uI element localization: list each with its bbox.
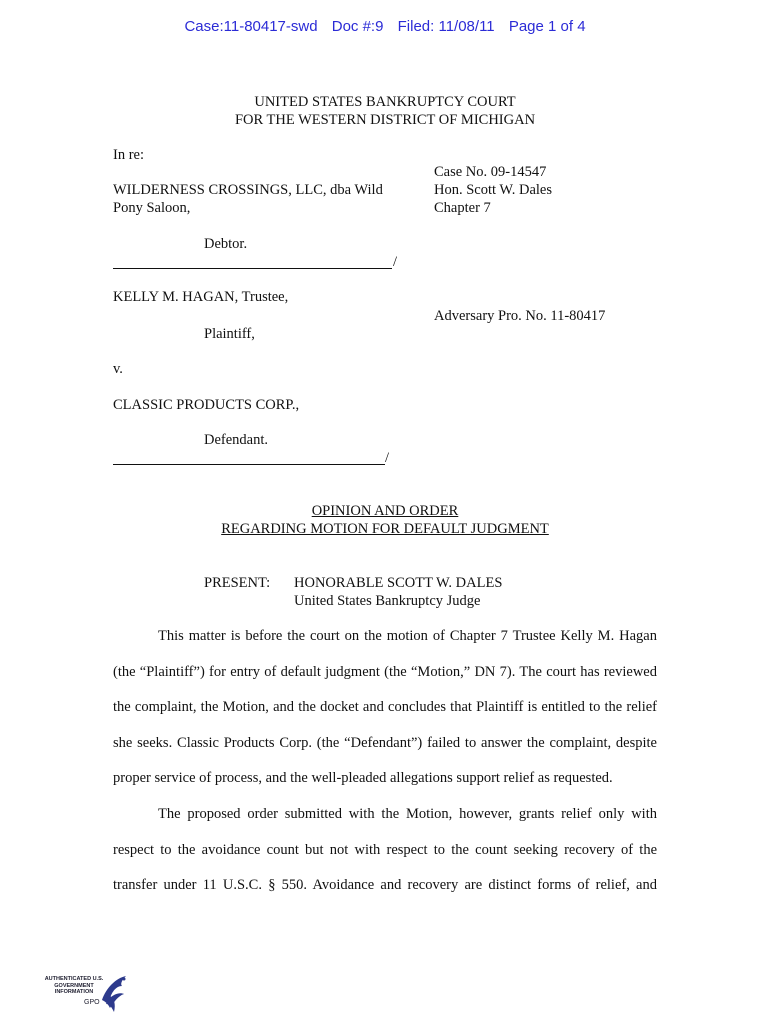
header-doc-number: Doc #:9: [331, 18, 384, 35]
gpo-seal-text: AUTHENTICATED U.S. GOVERNMENT INFORMATION: [44, 976, 104, 995]
filing-header: [0, 17, 770, 37]
paragraph-2: The proposed order submitted with the Motion, however, grants relief only with respect to the avoidance count but not with respect to the count seeking recovery of the transfer under 11 U.S.C. § 550. Avoidance and recovery are distinct forms of relief, and: [113, 805, 657, 894]
defendant-role: Defendant.: [204, 432, 269, 448]
caption-slash-1: /: [393, 254, 398, 270]
judge-title: United States Bankruptcy Judge: [294, 593, 481, 609]
plaintiff-role: Plaintiff,: [204, 326, 255, 342]
chapter: Chapter 7: [434, 200, 491, 216]
header-page-number: Page 1 of 4: [508, 18, 586, 35]
plaintiff-name: KELLY M. HAGAN, Trustee,: [113, 289, 289, 305]
case-number: Case No. 09-14547: [434, 164, 547, 180]
court-name-line1: UNITED STATES BANKRUPTCY COURT: [254, 94, 516, 110]
judge-name: Hon. Scott W. Dales: [434, 182, 553, 198]
opinion-title-line2: REGARDING MOTION FOR DEFAULT JUDGMENT: [221, 521, 549, 537]
paragraph-1: This matter is before the court on the motion of Chapter 7 Trustee Kelly M. Hagan (the “Plaintiff”) for entry of default judgment (the “Motion,” DN 7). The court has reviewed the complaint, the Motion, and the docket and concludes that Plaintiff is entitled to the relief she seeks. Classic Products Corp. (the “Defendant”) failed to answer the complaint, despite proper service of process, and the well-pleaded allegations support relief as requested.: [113, 628, 657, 787]
in-re-label: In re:: [113, 147, 144, 163]
court-name-line2: FOR THE WESTERN DISTRICT OF MICHIGAN: [234, 112, 536, 128]
header-filed-date: Filed: 11/08/11: [397, 18, 495, 35]
debtor-name-line1: WILDERNESS CROSSINGS, LLC, dba Wild: [113, 182, 383, 198]
defendant-name: CLASSIC PRODUCTS CORP.,: [113, 397, 300, 413]
present-label: PRESENT:: [204, 575, 271, 591]
opinion-body: [113, 619, 657, 904]
versus: v.: [113, 361, 123, 377]
header-case-number: Case:11-80417-swd: [184, 18, 318, 35]
caption-slash-2: /: [385, 450, 390, 466]
debtor-role: Debtor.: [204, 236, 248, 252]
gpo-mark-text: GPO: [84, 999, 100, 1006]
caption-rule-1: [113, 268, 392, 269]
adversary-number: Adversary Pro. No. 11-80417: [434, 308, 606, 324]
caption-rule-2: [113, 464, 385, 465]
gpo-authentication-seal: [44, 970, 134, 1018]
judge-full-name: HONORABLE SCOTT W. DALES: [294, 575, 503, 591]
eagle-icon: [44, 970, 134, 1018]
debtor-name-line2: Pony Saloon,: [113, 200, 191, 216]
opinion-title-line1: OPINION AND ORDER: [311, 503, 459, 519]
